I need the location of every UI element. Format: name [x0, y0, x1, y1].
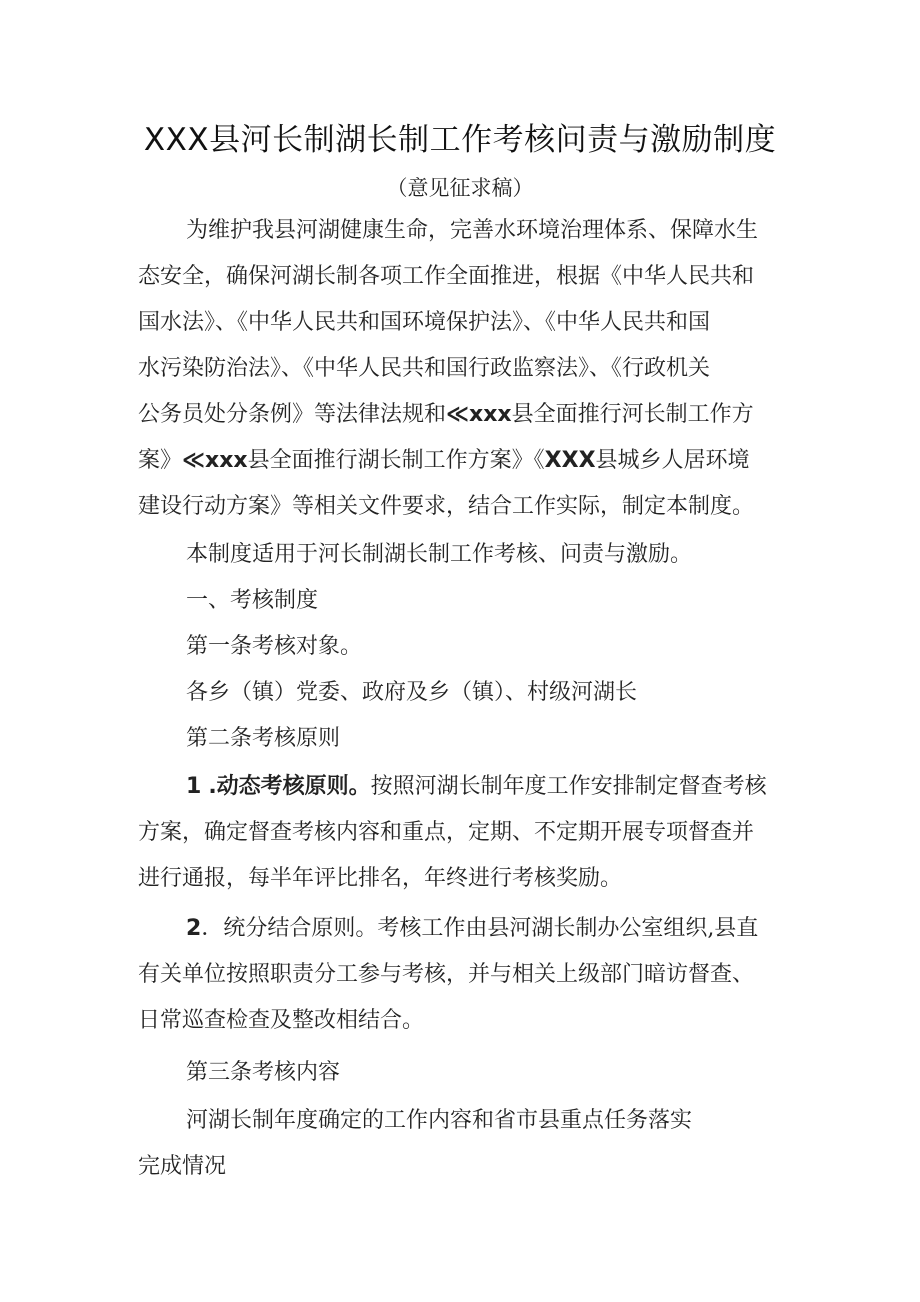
article-2-item-2-line-2: 有关单位按照职责分工参与考核，并与相关上级部门暗访督查、	[138, 962, 755, 987]
article-2-heading: 第二条考核原则	[186, 726, 341, 751]
intro-line-6-d: XXX	[544, 448, 596, 473]
intro-line-6-a: 案》	[138, 448, 183, 473]
intro-line-6-c: 县全面推行湖长制工作方案》《	[247, 448, 545, 473]
article-1-heading: 第一条考核对象。	[186, 634, 363, 659]
article-2-item-2-line-1	[186, 914, 758, 944]
intro-line-5-b: ≪xxx	[446, 402, 512, 427]
intro-line-6	[138, 446, 750, 476]
item-1-number: 1	[186, 774, 202, 799]
intro-line-4: 水污染防治法》、《中华人民共和国行政监察法》、《行政机关	[138, 356, 711, 381]
item-1-lead: .动态考核原则。	[208, 774, 371, 799]
intro-line-5	[138, 400, 754, 430]
article-3-heading: 第三条考核内容	[186, 1060, 341, 1085]
intro-line-6-e: 县城乡人居环境	[595, 448, 750, 473]
item-2-number: 2	[186, 916, 202, 941]
article-2-item-2-line-3: 日常巡查检查及整改相结合。	[138, 1008, 425, 1033]
article-2-item-1-line-1	[186, 772, 767, 802]
article-3-line-1: 河湖长制年度确定的工作内容和省市县重点任务落实	[186, 1108, 693, 1133]
document-subtitle: （意见征求稿）	[386, 176, 534, 200]
intro-line-1: 为维护我县河湖健康生命，完善水环境治理体系、保障水生	[186, 218, 759, 243]
scope-statement: 本制度适用于河长制湖长制工作考核、问责与激励。	[186, 542, 693, 567]
article-2-item-1-line-3: 进行通报，每半年评比排名，年终进行考核奖励。	[138, 866, 623, 891]
article-3-line-2: 完成情况	[138, 1154, 227, 1179]
article-2-item-1-line-2: 方案，确定督查考核内容和重点，定期、不定期开展专项督查并	[138, 820, 755, 845]
item-1-text: 按照河湖长制年度工作安排制定督查考核	[370, 774, 767, 799]
article-1-body: 各乡（镇）党委、政府及乡（镇）、村级河湖长	[186, 680, 638, 705]
item-2-text: ．统分结合原则。考核工作由县河湖长制办公室组织,县直	[201, 916, 759, 941]
section-heading: 一、考核制度	[186, 588, 319, 613]
intro-line-5-c: 县全面推行河长制工作方	[511, 402, 754, 427]
intro-line-6-b: ≪xxx	[182, 448, 248, 473]
intro-line-2: 态安全，确保河湖长制各项工作全面推进，根据《中华人民共和	[138, 264, 755, 289]
intro-line-3: 国水法》、《中华人民共和国环境保护法》、《中华人民共和国	[138, 310, 711, 335]
document-title: XXX县河长制湖长制工作考核问责与激励制度	[143, 122, 777, 158]
intro-line-5-a: 公务员处分条例》等法律法规和	[138, 402, 447, 427]
intro-line-7: 建设行动方案》等相关文件要求，结合工作实际，制定本制度。	[138, 494, 755, 519]
